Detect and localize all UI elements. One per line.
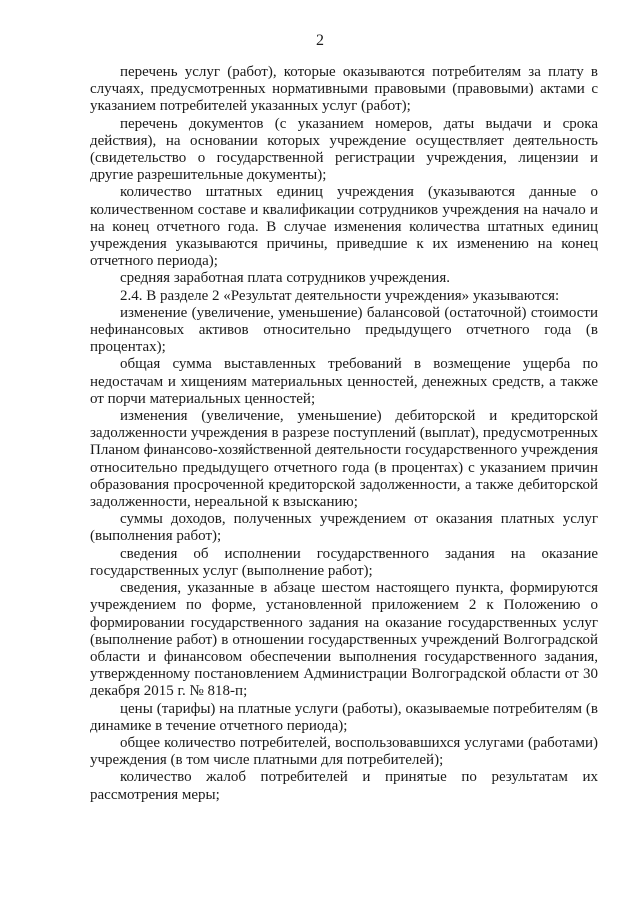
- paragraph-state-task-form: сведения, указанные в абзаце шестом настоящего пункта, формируются учреждением по форме, установленной приложением 2 к Положению о формировании государственного задания на оказание государственных услуг (выполнение работ) в отношении государственных учреждений Волгоградской области и финансовом обеспечении выполнения государственного задания, утвержденному постановлением Администрации Волгоградской области от 30 декабря 2015 г. № 818-п;: [90, 580, 598, 700]
- paragraph-assets-change: изменение (увеличение, уменьшение) балансовой (остаточной) стоимости нефинансовых активов относительно предыдущего отчетного года (в процентах);: [90, 304, 598, 356]
- paragraph-prices: цены (тарифы) на платные услуги (работы), оказываемые потребителям (в динамике в течение отчетного периода);: [90, 700, 598, 734]
- paragraph-damage-claims: общая сумма выставленных требований в возмещение ущерба по недостачам и хищениям материальных ценностей, денежных средств, а также от порчи материальных ценностей;: [90, 356, 598, 407]
- paragraph-debt-changes: изменения (увеличение, уменьшение) дебиторской и кредиторской задолженности учреждения в разрезе поступлений (выплат), предусмотренных Планом финансово-хозяйственной деятельности государственного учреждения относительно предыдущего отчетного года (в процентах) с указанием причин образования просроченной кредиторской задолженности, а также дебиторской задолженности, нереальной к взысканию;: [90, 408, 598, 511]
- paragraph-complaints: количество жалоб потребителей и принятые по результатам их рассмотрения меры;: [90, 769, 598, 803]
- paragraph-paid-income: суммы доходов, полученных учреждением от оказания платных услуг (выполнения работ);: [90, 511, 598, 545]
- paragraph-section-2-4: 2.4. В разделе 2 «Результат деятельности учреждения» указываются:: [120, 287, 560, 304]
- document-body: [90, 64, 598, 804]
- paragraph-state-task: сведения об исполнении государственного задания на оказание государственных услуг (выполнение работ);: [90, 545, 598, 579]
- paragraph-documents-list: перечень документов (с указанием номеров, даты выдачи и срока действия), на основании которых учреждение осуществляет деятельность (свидетельство о государственной регистрации учреждения, лицензии и другие разрешительные документы);: [90, 115, 598, 184]
- paragraph-average-salary: средняя заработная плата сотрудников учреждения.: [120, 270, 450, 287]
- paragraph-services-list: перечень услуг (работ), которые оказываются потребителям за плату в случаях, предусмотренных нормативными правовыми (правовыми) актами с указанием потребителей указанных услуг (работ);: [90, 64, 598, 115]
- paragraph-consumers-count: общее количество потребителей, воспользовавшихся услугами (работами) учреждения (в том числе платными для потребителей);: [90, 734, 598, 769]
- paragraph-staff-count: количество штатных единиц учреждения (указываются данные о количественном составе и квалификации сотрудников учреждения на начало и на конец отчетного года. В случае изменения количества штатных единиц учреждения указываются причины, приведшие к их изменению на конец отчетного периода);: [90, 184, 598, 270]
- page-number: 2: [316, 32, 324, 49]
